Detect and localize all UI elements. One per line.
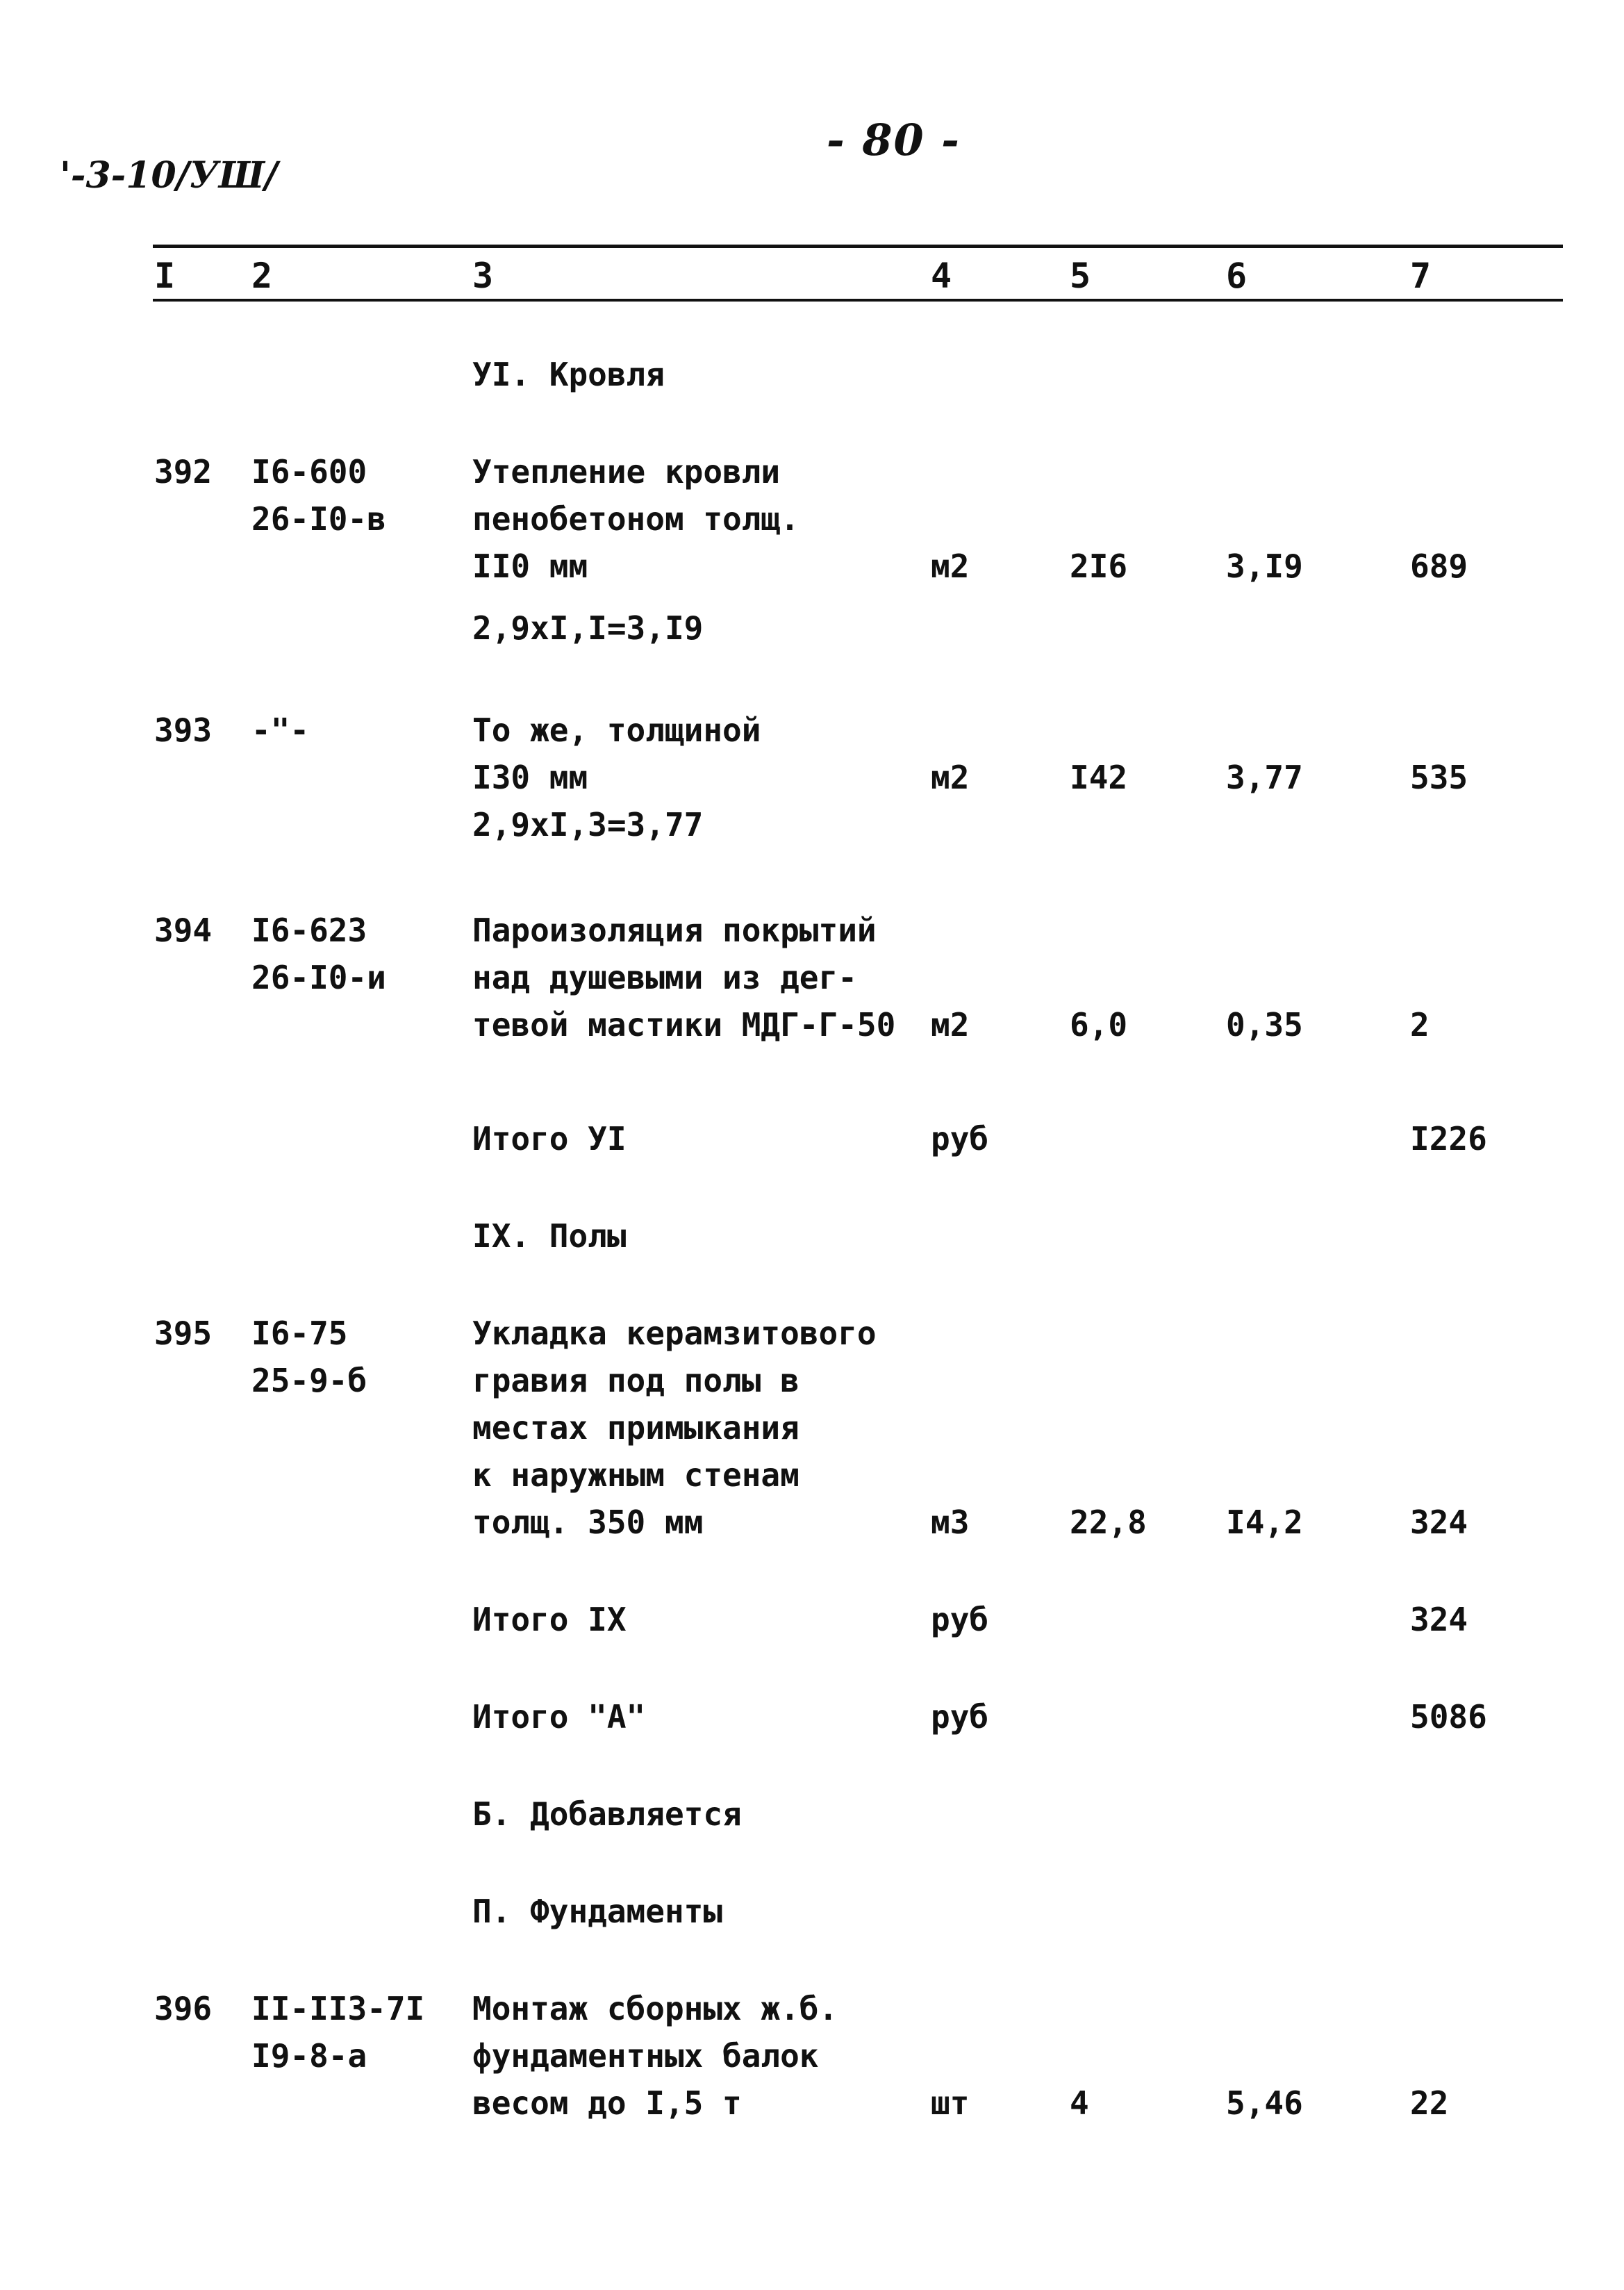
total-vi-unit: руб bbox=[931, 1120, 989, 1158]
row-394-desc-1: Пароизоляция покрытий bbox=[472, 912, 877, 949]
total-a-label: Итого "А" bbox=[472, 1698, 646, 1736]
total-ix-label: Итого IX bbox=[472, 1601, 627, 1638]
header-underline bbox=[153, 299, 1563, 302]
row-396-qty: 4 bbox=[1070, 2084, 1089, 2122]
row-392-desc-2: пенобетоном толщ. bbox=[472, 500, 799, 538]
row-395-price: I4,2 bbox=[1226, 1504, 1303, 1541]
column-header-7: 7 bbox=[1410, 256, 1432, 296]
row-394-desc-3: тевой мастики МДГ-Г-50 bbox=[472, 1006, 896, 1044]
row-394-desc-2: над душевыми из дег- bbox=[472, 959, 857, 996]
row-393-qty: I42 bbox=[1070, 759, 1128, 796]
row-396-code-1: II-II3-7I bbox=[251, 1990, 425, 2027]
row-395-code-2: 25-9-б bbox=[251, 1362, 367, 1399]
total-ix-unit: руб bbox=[931, 1601, 989, 1638]
row-395-desc-2: гравия под полы в bbox=[472, 1362, 799, 1399]
row-392-desc-3: II0 мм bbox=[472, 547, 588, 585]
row-392-price: 3,I9 bbox=[1226, 547, 1303, 585]
section-heading-roof: УI. Кровля bbox=[472, 356, 665, 393]
total-vi-value: I226 bbox=[1410, 1120, 1487, 1158]
row-396-desc-3: весом до I,5 т bbox=[472, 2084, 742, 2122]
row-393-price: 3,77 bbox=[1226, 759, 1303, 796]
row-394-code-1: I6-623 bbox=[251, 912, 367, 949]
row-395-qty: 22,8 bbox=[1070, 1504, 1147, 1541]
row-396-desc-1: Монтаж сборных ж.б. bbox=[472, 1990, 838, 2027]
row-394-qty: 6,0 bbox=[1070, 1006, 1128, 1044]
row-395-desc-1: Укладка керамзитового bbox=[472, 1315, 877, 1352]
column-header-6: 6 bbox=[1226, 256, 1248, 296]
row-394-code-2: 26-I0-и bbox=[251, 959, 386, 996]
row-392-number: 392 bbox=[154, 453, 213, 491]
row-393-unit: м2 bbox=[931, 759, 970, 796]
row-396-total: 22 bbox=[1410, 2084, 1449, 2122]
row-394-total: 2 bbox=[1410, 1006, 1430, 1044]
row-395-desc-5: толщ. 350 мм bbox=[472, 1504, 704, 1541]
row-393-desc-1: То же, толщиной bbox=[472, 711, 761, 749]
row-395-number: 395 bbox=[154, 1315, 213, 1352]
margin-reference: '-3-10/УШ/ bbox=[60, 154, 278, 197]
row-392-code-1: I6-600 bbox=[251, 453, 367, 491]
column-header-2: 2 bbox=[251, 256, 273, 296]
column-header-5: 5 bbox=[1070, 256, 1091, 296]
row-395-desc-3: местах примыкания bbox=[472, 1409, 799, 1447]
row-393-code-1: -"- bbox=[251, 711, 310, 749]
section-heading-added: Б. Добавляется bbox=[472, 1795, 742, 1833]
row-396-desc-2: фундаментных балок bbox=[472, 2037, 819, 2075]
total-a-value: 5086 bbox=[1410, 1698, 1487, 1736]
row-393-desc-3: 2,9xI,3=3,77 bbox=[472, 806, 704, 843]
row-392-calc: 2,9xI,I=3,I9 bbox=[472, 609, 704, 647]
row-394-price: 0,35 bbox=[1226, 1006, 1303, 1044]
row-396-number: 396 bbox=[154, 1990, 213, 2027]
section-heading-foundations: П. Фундаменты bbox=[472, 1893, 723, 1930]
row-393-desc-2: I30 мм bbox=[472, 759, 588, 796]
row-392-qty: 2I6 bbox=[1070, 547, 1128, 585]
total-a-unit: руб bbox=[931, 1698, 989, 1736]
row-393-number: 393 bbox=[154, 711, 213, 749]
row-392-total: 689 bbox=[1410, 547, 1468, 585]
total-vi-label: Итого УI bbox=[472, 1120, 627, 1158]
row-396-price: 5,46 bbox=[1226, 2084, 1303, 2122]
column-header-3: 3 bbox=[472, 256, 494, 296]
row-393-total: 535 bbox=[1410, 759, 1468, 796]
row-392-code-2: 26-I0-в bbox=[251, 500, 386, 538]
row-396-unit: шт bbox=[931, 2084, 970, 2122]
row-395-desc-4: к наружным стенам bbox=[472, 1456, 799, 1494]
row-394-number: 394 bbox=[154, 912, 213, 949]
total-ix-value: 324 bbox=[1410, 1601, 1468, 1638]
row-394-unit: м2 bbox=[931, 1006, 970, 1044]
row-395-total: 324 bbox=[1410, 1504, 1468, 1541]
row-395-code-1: I6-75 bbox=[251, 1315, 348, 1352]
column-header-4: 4 bbox=[931, 256, 952, 296]
row-395-unit: м3 bbox=[931, 1504, 970, 1541]
section-heading-floors: IX. Полы bbox=[472, 1217, 627, 1255]
table-top-rule bbox=[153, 245, 1563, 248]
row-392-unit: м2 bbox=[931, 547, 970, 585]
row-392-desc-1: Утепление кровли bbox=[472, 453, 781, 491]
row-396-code-2: I9-8-а bbox=[251, 2037, 367, 2075]
page-number: - 80 - bbox=[827, 115, 961, 165]
column-header-1: I bbox=[154, 256, 176, 296]
